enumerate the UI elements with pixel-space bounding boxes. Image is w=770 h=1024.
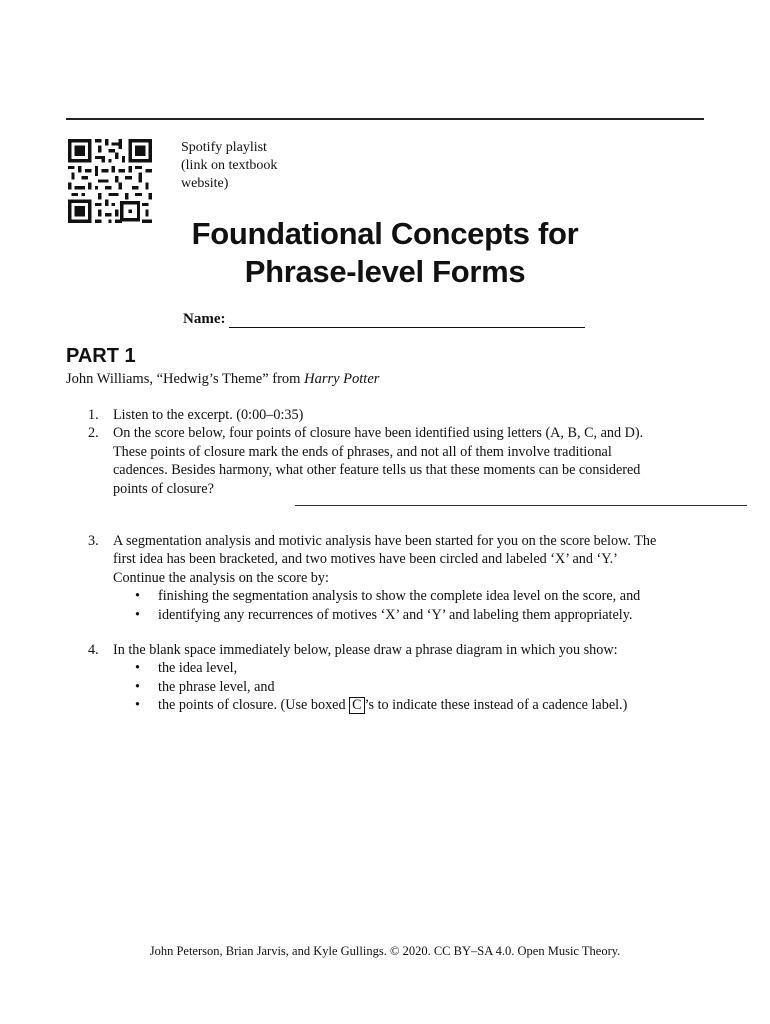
footer-credit: John Peterson, Brian Jarvis, and Kyle Gullings. © 2020. CC BY–SA 4.0. Open Music Theory. — [149, 944, 621, 958]
excerpt-source — [66, 371, 379, 388]
name-field — [183, 311, 585, 328]
question-line: first idea has been bracketed, and two motives have been circled and labeled ‘X’ and ‘Y.’ — [113, 551, 618, 568]
question-number: 3. — [88, 533, 99, 550]
name-label: Name: — [183, 311, 226, 327]
bullet-item — [113, 659, 706, 677]
bullet-icon: • — [135, 588, 140, 605]
bullet-text-before: the points of closure. (Use boxed — [158, 697, 350, 714]
question-1 — [66, 406, 706, 424]
title-line: Foundational Concepts for — [191, 216, 579, 251]
spotify-line: Spotify playlist — [181, 140, 267, 155]
bullet-item — [113, 587, 706, 605]
source-work: Harry Potter — [304, 371, 380, 387]
bullet-list — [113, 587, 706, 624]
question-line: A segmentation analysis and motivic analysis have been started for you on the score below. The — [113, 533, 657, 550]
question-line: In the blank space immediately below, please draw a phrase diagram in which you show: — [113, 642, 618, 659]
question-line: On the score below, four points of closure have been identified using letters (A, B, C, and D). — [113, 425, 644, 442]
boxed-closure-label: C — [349, 697, 364, 714]
part-heading: PART 1 — [66, 345, 136, 367]
question-list — [66, 406, 706, 715]
question-text: Listen to the excerpt. (0:00–0:35) — [113, 407, 304, 423]
bullet-text: identifying any recurrences of motives ‘X’ and ‘Y’ and labeling them appropriately. — [158, 606, 633, 623]
spotify-playlist-note — [181, 139, 341, 193]
question-line: These points of closure mark the ends of phrases, and not all of them involve traditional — [113, 443, 612, 460]
spotify-line: (link on textbook — [181, 158, 278, 173]
bullet-text-after: ’s to indicate these instead of a cadence label.) — [364, 697, 628, 714]
bullet-item — [113, 606, 706, 624]
page-title — [150, 215, 620, 291]
bullet-text: the idea level, — [158, 660, 238, 677]
name-blank[interactable] — [229, 313, 585, 328]
bullet-icon: • — [135, 606, 140, 623]
bullet-item — [113, 678, 706, 696]
question-number: 2. — [88, 425, 99, 442]
question-2 — [66, 424, 706, 506]
question-3 — [66, 532, 706, 624]
bullet-list — [113, 659, 706, 714]
bullet-text: finishing the segmentation analysis to show the complete idea level on the score, and — [158, 588, 641, 605]
answer-line[interactable] — [295, 504, 747, 506]
bullet-icon: • — [135, 660, 140, 677]
source-prefix: John Williams, “Hedwig’s Theme” from — [66, 371, 305, 387]
question-number: 4. — [88, 642, 99, 659]
spotify-line: website) — [181, 176, 229, 191]
question-line: cadences. Besides harmony, what other feature tells us that these moments can be considered — [113, 462, 641, 479]
title-line: Phrase-level Forms — [244, 254, 526, 289]
question-line: Continue the analysis on the score by: — [113, 569, 329, 586]
top-rule — [66, 118, 704, 120]
qr-code-icon — [68, 138, 152, 224]
bullet-icon: • — [135, 678, 140, 695]
bullet-icon: • — [135, 697, 140, 714]
question-4 — [66, 641, 706, 715]
bullet-item — [113, 696, 706, 714]
bullet-text: the phrase level, and — [158, 678, 275, 695]
question-number: 1. — [88, 407, 99, 423]
question-line: points of closure? — [113, 480, 214, 497]
